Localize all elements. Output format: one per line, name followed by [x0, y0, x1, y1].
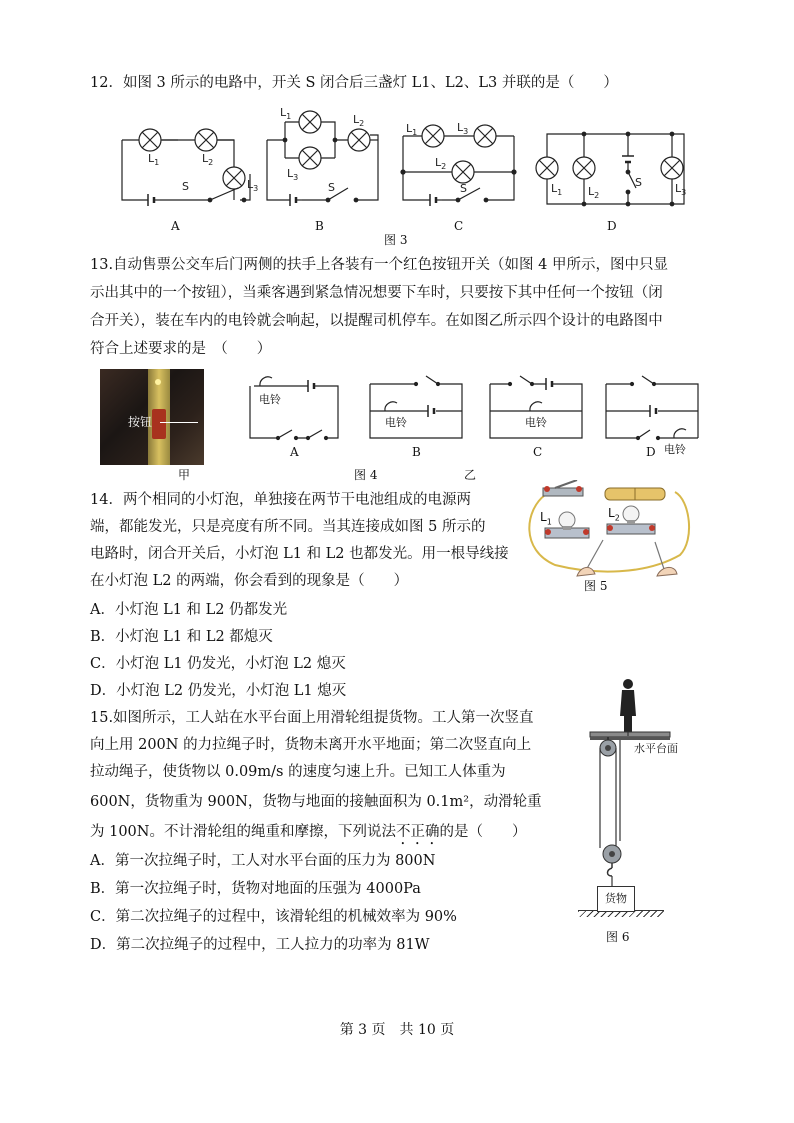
fig5-l1: $L_1$ — [540, 510, 552, 527]
q14-line-2: 端，都能发光，只是亮度有所不同。当其连接成如图 5 所示的 — [90, 519, 486, 535]
circuit-c — [401, 125, 516, 206]
q14-line-3: 电路时，闭合开关后，小灯泡 L1 和 L2 也都发光。用一根导线接 — [90, 546, 509, 562]
q13-option-d: D — [646, 445, 656, 459]
q13-d-bell: 电铃 — [664, 443, 686, 456]
figure-5-physical-circuit — [515, 480, 695, 580]
svg-text:L1: $L_1$ — [406, 122, 418, 137]
platform-label: 水平台面 — [634, 742, 678, 755]
q13-jia-label: 甲 — [178, 468, 191, 482]
q13-c-bell: 电铃 — [525, 416, 547, 429]
figure-3-circuits — [110, 100, 710, 240]
svg-text:S: S — [328, 181, 335, 194]
cargo-label: 货物 — [605, 892, 627, 905]
q15-line-3: 拉动绳子，使货物以 0.09m/s 的速度匀速上升。已知工人体重为 — [90, 764, 506, 780]
q13-option-b: B — [412, 445, 421, 459]
q12-stem: 12．如图 3 所示的电路中，开关 S 闭合后三盏灯 L1、L2、L3 并联的是（ ） — [90, 75, 618, 91]
q15-line-5: 为 100N。不计滑轮组的绳重和摩擦，下列说法不正确的是（ ） — [90, 824, 527, 840]
q14-option-c[interactable]: C．小灯泡 L1 仍发光，小灯泡 L2 熄灭 — [90, 656, 346, 672]
q12-figure-caption: 图 3 — [384, 233, 408, 247]
svg-text:L1: $L_1$ — [551, 182, 563, 197]
q14-option-a[interactable]: A．小灯泡 L1 和 L2 仍都发光 — [90, 602, 288, 618]
svg-text:L2: $L_2$ — [588, 185, 600, 200]
page-footer: 第 3 页 共 10 页 — [339, 1022, 455, 1038]
q14-option-b[interactable]: B．小灯泡 L1 和 L2 都熄灭 — [90, 629, 273, 645]
fig5-l2: $L_2$ — [608, 506, 620, 523]
q12-option-d: D — [607, 219, 617, 233]
q13-option-c: C — [533, 445, 543, 459]
q15-line-4: 600N，货物重为 900N，货物与地面的接触面积为 0.1m²，动滑轮重 — [90, 794, 542, 810]
svg-text:L3: $L_3$ — [457, 121, 469, 136]
a-l2: $L_2$ — [202, 152, 214, 167]
q13-yi-label: 乙 — [464, 468, 477, 482]
q13-line-3: 合开关），装在车内的电铃就会响起，以提醒司机停车。在如图乙所示四个设计的电路图中 — [90, 313, 663, 329]
q13-line-1: 13.自动售票公交车后门两侧的扶手上各装有一个红色按钮开关（如图 4 甲所示，图中只显 — [90, 257, 668, 273]
svg-text:L2: $L_2$ — [435, 156, 447, 171]
figure-4-circuits — [240, 372, 710, 452]
emphasis-not-correct: 不正确 — [395, 824, 440, 840]
q15-option-a[interactable]: A．第一次拉绳子时，工人对水平台面的压力为 800N — [90, 853, 436, 869]
q15-line-1: 15.如图所示，工人站在水平台面上用滑轮组提货物。工人第一次竖直 — [90, 710, 534, 726]
cargo-box — [597, 886, 635, 912]
q14-line-4: 在小灯泡 L2 的两端，你会看到的现象是（ ） — [90, 573, 409, 589]
svg-text:L1: $L_1$ — [280, 106, 292, 121]
svg-text:S: S — [460, 182, 467, 195]
q13-b-bell: 电铃 — [385, 416, 407, 429]
svg-text:L2: $L_2$ — [353, 113, 365, 128]
q15-option-b[interactable]: B．第一次拉绳子时，货物对地面的压强为 4000Pa — [90, 881, 421, 897]
figure-6-pulley — [560, 676, 690, 916]
circuit-a — [122, 129, 250, 206]
q13-line-4: 符合上述要求的是 （ ） — [90, 341, 272, 357]
q12-option-b: B — [315, 219, 324, 233]
q15-figure-caption: 图 6 — [606, 930, 630, 944]
photo-button-label: 按钮 — [128, 415, 153, 429]
q13-a-bell: 电铃 — [259, 393, 281, 406]
bus-button-photo — [100, 369, 204, 465]
a-l3: $L_3$ — [247, 178, 259, 193]
q15-line-2: 向上用 200N 的力拉绳子时，货物未离开水平地面；第二次竖直向上 — [90, 737, 532, 753]
q15-option-c[interactable]: C．第二次拉绳子的过程中，该滑轮组的机械效率为 90% — [90, 909, 457, 925]
svg-text:L3: $L_3$ — [675, 182, 687, 197]
q14-line-1: 14．两个相同的小灯泡，单独接在两节干电池组成的电源两 — [90, 492, 471, 508]
q13-figure-caption: 图 4 — [354, 468, 378, 482]
q15-option-d[interactable]: D．第二次拉绳子的过程中，工人拉力的功率为 81W — [90, 937, 430, 953]
a-s: S — [182, 180, 189, 193]
q14-figure-caption: 图 5 — [584, 579, 608, 593]
a-l1: $L_1$ — [148, 152, 160, 167]
q12-option-a: A — [171, 219, 180, 233]
svg-text:S: S — [635, 176, 642, 189]
svg-text:L3: $L_3$ — [287, 167, 299, 182]
q13-line-2: 示出其中的一个按钮），当乘客遇到紧急情况想要下车时，只要按下其中任何一个按钮（闭 — [90, 285, 663, 301]
q13-option-a: A — [290, 445, 299, 459]
q12-option-c: C — [454, 219, 464, 233]
q14-option-d[interactable]: D．小灯泡 L2 仍发光，小灯泡 L1 熄灭 — [90, 683, 347, 699]
